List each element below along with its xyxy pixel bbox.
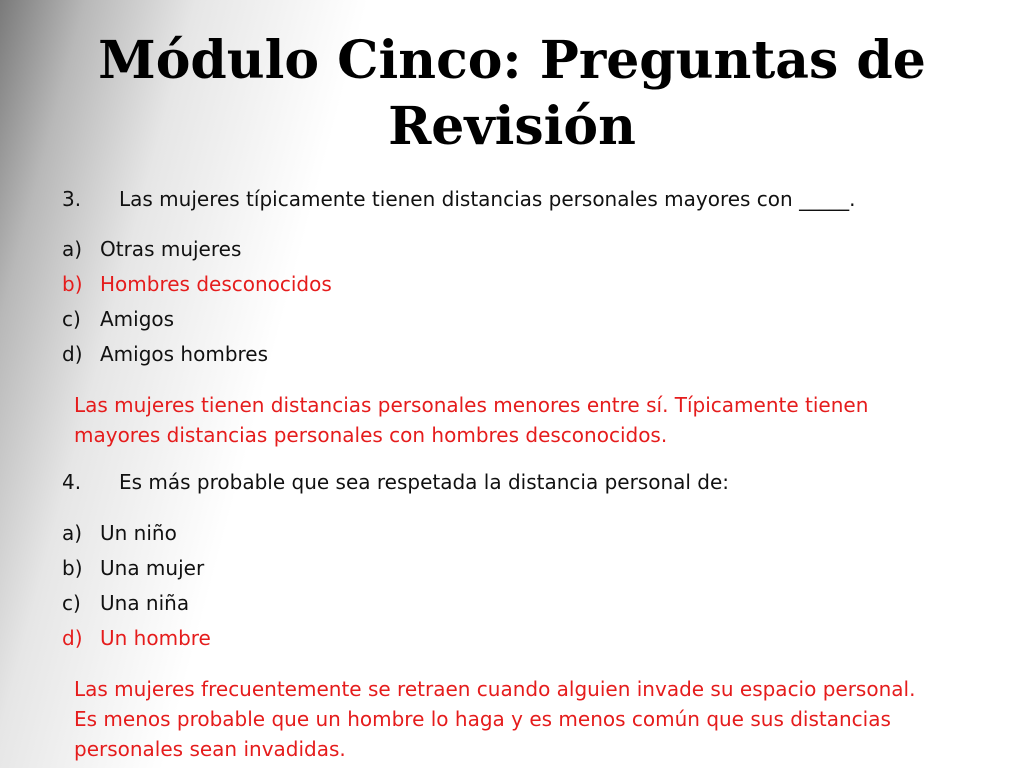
question-text: Las mujeres típicamente tienen distancias personales mayores con _____.	[119, 187, 856, 211]
option-text: Un niño	[100, 520, 177, 545]
explanation-line: Es menos probable que un hombre lo haga y es menos común que sus distancias	[74, 707, 891, 731]
question-4-options	[62, 515, 962, 655]
option-text: Una niña	[100, 590, 190, 615]
option-letter: a)	[62, 520, 83, 545]
option-letter: d)	[62, 341, 83, 366]
option-d	[62, 336, 962, 371]
title-line-2: Revisión	[388, 96, 636, 157]
question-3-options	[62, 231, 962, 371]
option-letter: b)	[62, 271, 83, 296]
option-a	[62, 515, 962, 550]
option-b-correct	[62, 266, 962, 301]
option-c	[62, 301, 962, 336]
option-d-correct	[62, 620, 962, 655]
question-3-explanation	[74, 390, 1006, 450]
question-4	[62, 467, 962, 497]
explanation-line: mayores distancias personales con hombres desconocidos.	[74, 423, 668, 447]
option-text: Otras mujeres	[100, 236, 242, 261]
explanation-line: personales sean invadidas.	[74, 737, 346, 761]
question-4-explanation	[74, 674, 1024, 764]
explanation-line: Las mujeres frecuentemente se retraen cuando alguien invade su espacio personal.	[74, 677, 916, 701]
option-text: Una mujer	[100, 555, 205, 580]
option-letter: b)	[62, 555, 83, 580]
option-a	[62, 231, 962, 266]
option-text: Un hombre	[100, 625, 211, 650]
title-line-1: Módulo Cinco: Preguntas de	[98, 30, 926, 91]
option-text: Amigos	[100, 306, 175, 331]
option-letter: c)	[62, 306, 81, 331]
option-b	[62, 550, 962, 585]
question-3	[62, 184, 962, 214]
option-c	[62, 585, 962, 620]
option-letter: c)	[62, 590, 81, 615]
option-letter: a)	[62, 236, 83, 261]
option-text: Hombres desconocidos	[100, 271, 332, 296]
option-text: Amigos hombres	[100, 341, 269, 366]
explanation-line: Las mujeres tienen distancias personales menores entre sí. Típicamente tienen	[74, 393, 869, 417]
question-3-prompt	[62, 184, 962, 214]
slide-title	[60, 28, 964, 160]
question-number: 3.	[62, 187, 82, 211]
question-4-prompt	[62, 467, 962, 497]
option-letter: d)	[62, 625, 83, 650]
question-number: 4.	[62, 470, 82, 494]
question-text: Es más probable que sea respetada la distancia personal de:	[119, 470, 730, 494]
